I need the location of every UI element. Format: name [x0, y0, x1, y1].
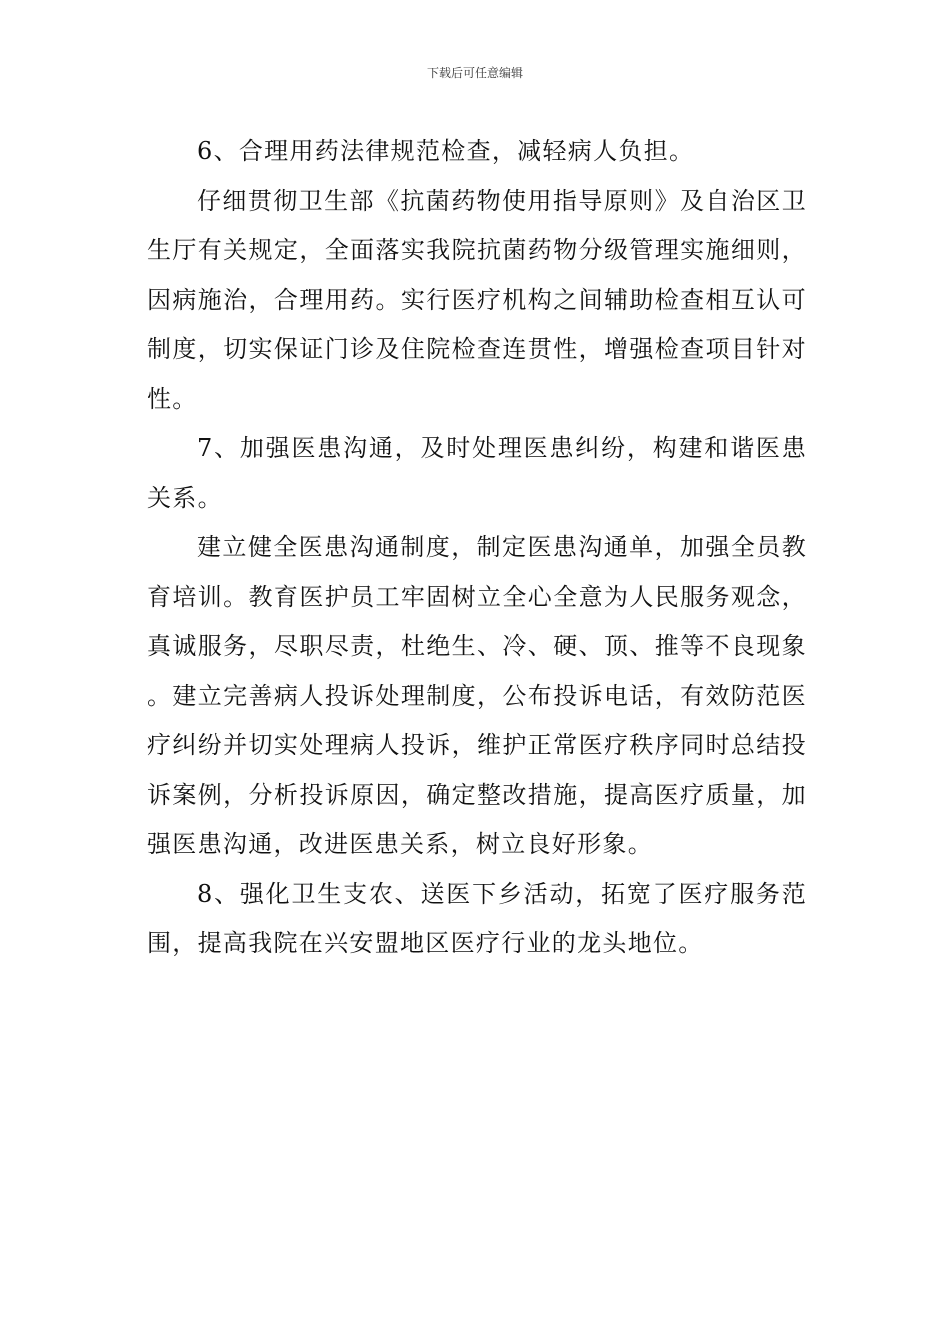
page-header: 下载后可任意编辑 — [426, 66, 523, 80]
paragraph-item-8-heading: 8、强化卫生支农、送医下乡活动，拓宽了医疗服务范围，提高我院在兴安盟地区医疗行业的龙头地位。 — [147, 879, 807, 957]
paragraph-antibiotic-guidelines: 仔细贯彻卫生部《抗菌药物使用指导原则》及自治区卫生厅有关规定，全面落实我院抗菌药物分级管理实施细则，因病施治，合理用药。实行医疗机构之间辅助检查相互认可制度，切实保证门诊及住院检查连贯性，增强检查项目针对性。 — [147, 186, 807, 413]
paragraph-communication-system: 建立健全医患沟通制度，制定医患沟通单，加强全员教育培训。教育医护员工牢固树立全心全意为人民服务观念，真诚服务，尽职尽责，杜绝生、冷、硬、顶、推等不良现象。建立完善病人投诉处理制度，公布投诉电话，有效防范医疗纠纷并切实处理病人投诉，维护正常医疗秩序同时总结投诉案例，分析投诉原因，确定整改措施，提高医疗质量，加强医患沟通，改进医患关系，树立良好形象。 — [147, 533, 807, 858]
paragraph-item-6-heading: 6、合理用药法律规范检查，减轻病人负担。 — [197, 137, 695, 165]
document-body — [147, 127, 807, 969]
paragraph-item-7-heading: 7、加强医患沟通，及时处理医患纠纷，构建和谐医患关系。 — [147, 434, 807, 512]
